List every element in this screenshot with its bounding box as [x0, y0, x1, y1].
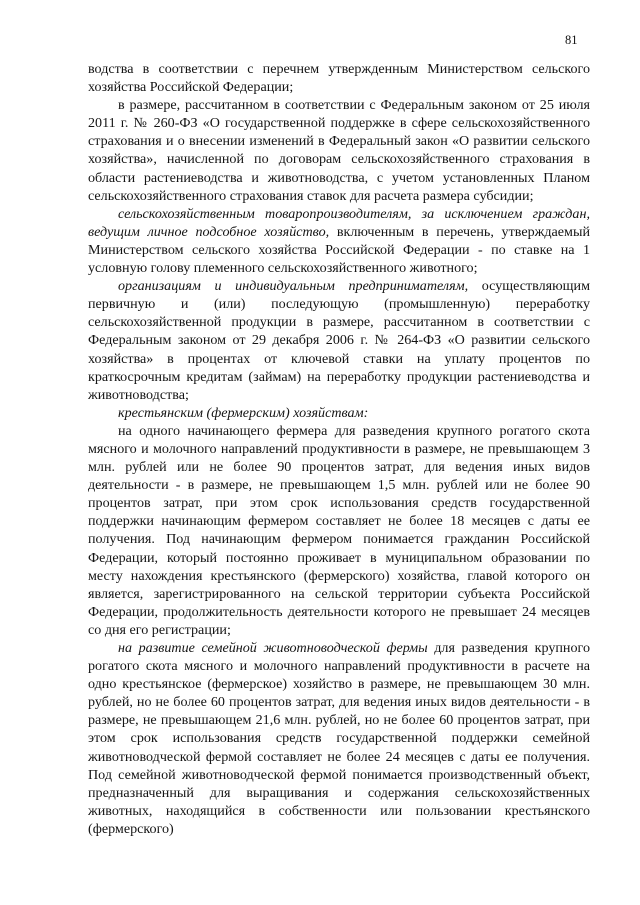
- paragraph-4-body: осуществляющим первичную и (или) последующую (промышленную) переработку сельскохозяйственной продукции в размере, рассчитанном в соответствии с Федеральным законом от 29 декабря 2006 г. № 264-ФЗ «О развитии сельского хозяйства» в процентах от ключевой ставки на уплату процентов по краткосрочным кредитам (займам) на переработку продукции растениеводства и животноводства;: [88, 278, 590, 403]
- paragraph-4-lead: организациям и индивидуальным предпринимателям,: [118, 278, 469, 295]
- paragraph-3: [88, 205, 590, 277]
- paragraph-7: [88, 639, 590, 838]
- paragraph-1: [88, 60, 590, 96]
- paragraph-6-body: на одного начинающего фермера для разведения крупного рогатого скота мясного и молочного направлений продуктивности в размере, не превышающем 3 млн. рублей или не более 90 процентов затрат, для ведения иных видов деятельности - в размере, не превышающем 1,5 млн. рублей или не более 90 процентов затрат, при этом срок использования средств государственной поддержки начинающим фермером составляет не более 18 месяцев с даты ее получения. Под начинающим фермером понимается гражданин Российской Федерации, который постоянно проживает в муниципальном образовании по месту нахождения крестьянского (фермерского) хозяйства, главой которого он является, зарегистрированного на сельской территории субъекта Российской Федерации, продолжительность деятельности которого не превышает 24 месяцев со дня его регистрации;: [88, 422, 590, 638]
- paragraph-6: [88, 422, 590, 639]
- paragraph-5: [88, 404, 590, 422]
- document-body: [88, 60, 590, 838]
- paragraph-2-body: в размере, рассчитанном в соответствии с Федеральным законом от 25 июля 2011 г. № 260-ФЗ «О государственной поддержке в сфере сельскохозяйственного страхования и о внесении изменений в Федеральный закон «О развитии сельского хозяйства», начисленной по договорам сельскохозяйственного страхования в области растениеводства и животноводства, с учетом установленных Планом сельскохозяйственного страхования ставок для расчета размера субсидии;: [88, 97, 590, 204]
- paragraph-3-body: включенным в перечень, утверждаемый Министерством сельского хозяйства Российской Федерации - по ставке на 1 условную голову племенного сельскохозяйственного животного;: [88, 223, 590, 277]
- paragraph-3-lead: сельскохозяйственным товаропроизводителям, за исключением граждан, ведущим личное подсобное хозяйство,: [88, 205, 590, 240]
- paragraph-7-lead: на развитие семейной животноводческой фермы: [118, 640, 428, 656]
- paragraph-4: [88, 277, 590, 404]
- page-number: 81: [565, 33, 578, 47]
- paragraph-5-lead: крестьянским (фермерским) хозяйствам:: [118, 404, 369, 421]
- paragraph-1-body: водства в соответствии с перечнем утвержденным Министерством сельского хозяйства Российской Федерации;: [88, 61, 590, 96]
- paragraph-7-body: для разведения крупного рогатого скота мясного и молочного направлений продуктивности в расчете на одно крестьянское (фермерское) хозяйство в размере, не превышающем 30 млн. рублей, но не более 60 процентов затрат, для ведения иных видов деятельности - в размере, не превышающем 21,6 млн. рублей, но не более 60 процентов затрат, при этом срок использования средств государственной поддержки семейной животноводческой фермой составляет не более 24 месяцев с даты ее получения. Под семейной животноводческой фермой понимается производственный объект, предназначенный для выращивания и содержания сельскохозяйственных животных, находящийся в собственности или пользовании крестьянского (фермерского): [88, 640, 590, 837]
- paragraph-2: [88, 96, 590, 205]
